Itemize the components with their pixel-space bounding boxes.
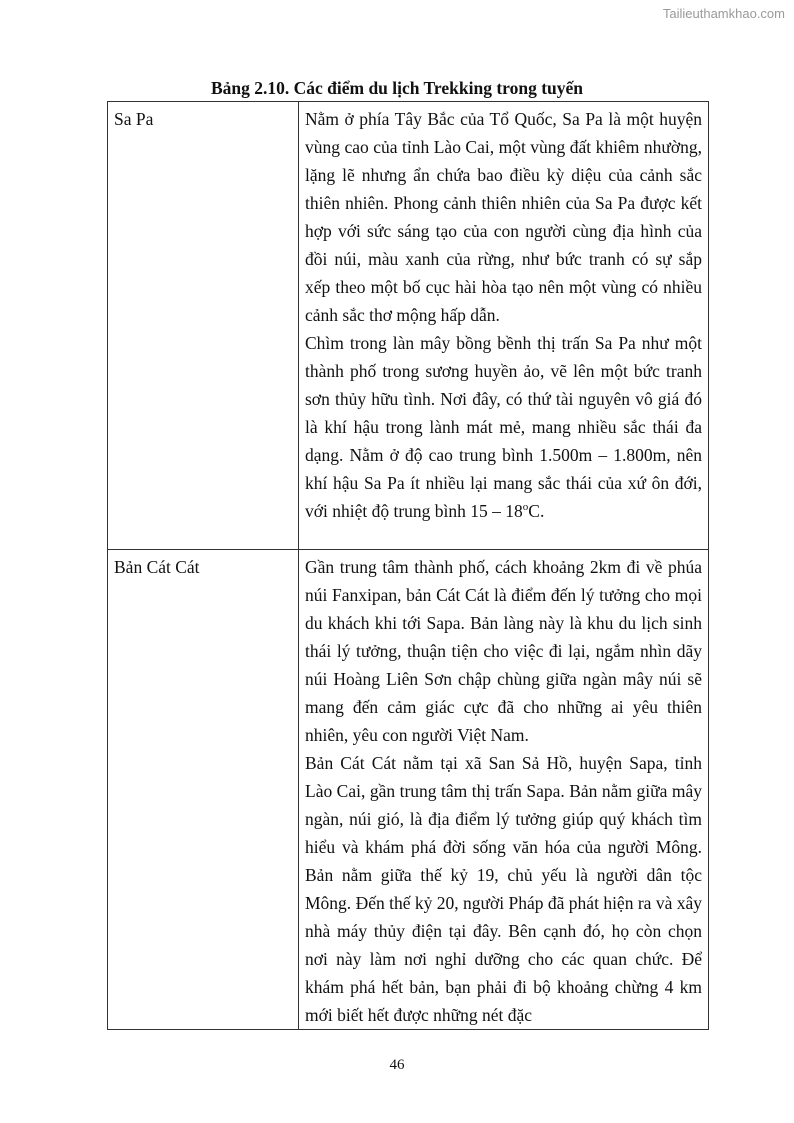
destination-name: Bản Cát Cát [108, 550, 299, 1030]
description-paragraph: Nằm ở phía Tây Bắc của Tổ Quốc, Sa Pa là một huyện vùng cao của tỉnh Lào Cai, một vùng đất khiêm nhường, lặng lẽ nhưng ẩn chứa bao điều kỳ diệu của cảnh sắc thiên nhiên. Phong cảnh thiên nhiên của Sa Pa được kết hợp với sức sáng tạo của con người cùng địa hình của đồi núi, màu xanh của rừng, như bức tranh có sự sắp xếp theo một bố cục hài hòa tạo nên một vùng có nhiều cảnh sắc thơ mộng hấp dẫn. [305, 109, 702, 325]
description-paragraph: Bản Cát Cát nằm tại xã San Sả Hồ, huyện Sapa, tỉnh Lào Cai, gần trung tâm thị trấn Sapa. Bản nằm giữa mây ngàn, núi gió, là địa điểm lý tưởng giúp quý khách tìm hiểu và khám phá đời sống văn hóa của người Mông. Bản nằm giữa thế kỷ 19, chủ yếu là người dân tộc Mông. Đến thế kỷ 20, người Pháp đã phát hiện ra và xây nhà máy thủy điện tại đây. Bên cạnh đó, họ còn chọn nơi này làm nơi nghỉ dưỡng cho các quan chức. Để khám phá hết bản, bạn phải đi bộ khoảng chừng 4 km mới biết hết được những nét đặc [305, 753, 702, 1025]
table-row [108, 550, 709, 1030]
destination-name: Sa Pa [108, 102, 299, 550]
celsius-unit: C. [528, 501, 545, 521]
table-row [108, 102, 709, 550]
page-number: 46 [389, 1057, 405, 1073]
degree-superscript: o [522, 501, 529, 514]
destination-description [299, 102, 709, 550]
trekking-table [107, 101, 709, 1030]
paragraph-text: Chìm trong làn mây bồng bềnh thị trấn Sa Pa như một thành phố trong sương huyền ảo, vẽ lên một bức tranh sơn thủy hữu tình. Nơi đây, có thứ tài nguyên vô giá đó là khí hậu trong lành mát mẻ, mang nhiều sắc thái đa dạng. Nằm ở độ cao trung bình 1.500m – 1.800m, nên khí hậu Sa Pa ít nhiều lại mang sắc thái của xứ ôn đới, với nhiệt độ trung bình 15 – 18 [305, 333, 702, 521]
description-paragraph [305, 329, 702, 525]
table-title: Bảng 2.10. Các điểm du lịch Trekking trong tuyến [210, 78, 584, 98]
destination-description [299, 550, 709, 1030]
watermark: Tailieuthamkhao.com [662, 6, 785, 21]
description-paragraph: Gần trung tâm thành phố, cách khoảng 2km đi về phúa núi Fanxipan, bản Cát Cát là điểm đến lý tưởng cho mọi du khách khi tới Sapa. Bản làng này là khu du lịch sinh thái lý tưởng, thuận tiện cho việc đi lại, ngắm nhìn dãy núi Hoàng Liên Sơn chập chùng giữa ngàn mây núi sẽ mang đến cảm giác cực đã cho những ai yêu thiên nhiên, yêu con người Việt Nam. [305, 557, 702, 745]
